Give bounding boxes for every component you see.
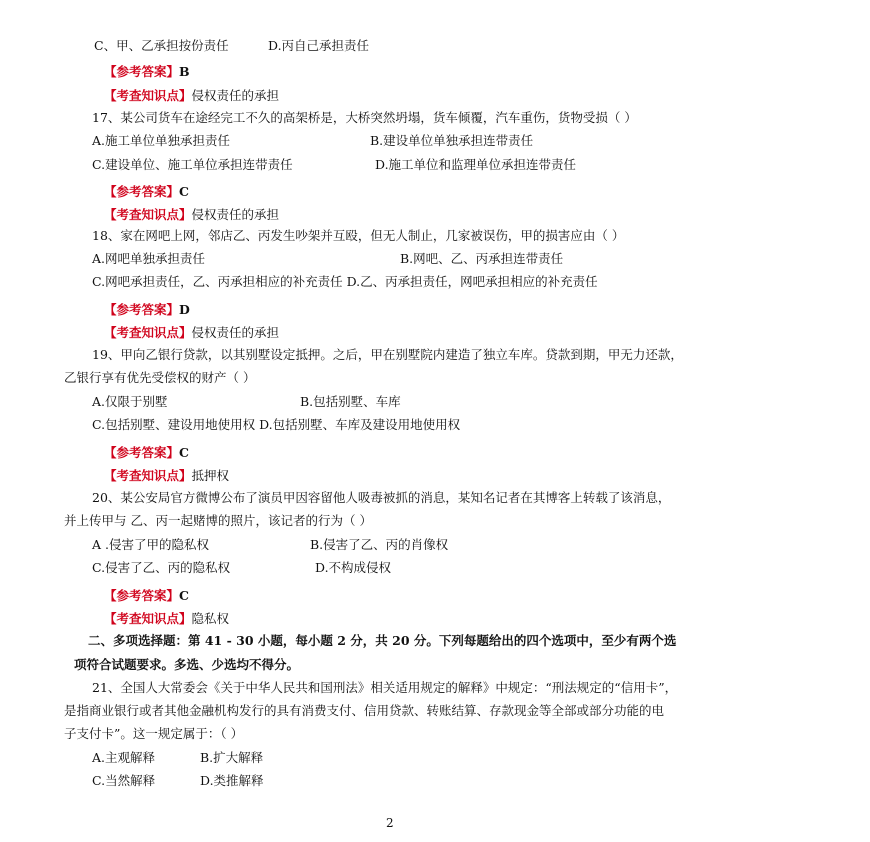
q21-option-d: D.类推解释 <box>200 773 264 788</box>
q17-text: 17、某公司货车在途经完工不久的高架桥是，大桥突然坍塌，货车倾覆，汽车重伤，货物受损（ ） <box>92 110 637 125</box>
q16-knowledge: 【考查知识点】侵权责任的承担 <box>104 88 280 103</box>
q21-option-c: C.当然解释 <box>92 773 156 788</box>
q21-text-line2: 是指商业银行或者其他金融机构发行的具有消费支付、信用贷款、转账结算、存款现金等全部或部分功能的电 <box>64 703 665 718</box>
q19-knowledge: 【考查知识点】抵押权 <box>104 468 230 483</box>
q20-answer: 【参考答案】C <box>104 588 189 603</box>
q18-text: 18、家在网吧上网，邻店乙、丙发生吵架并互殴，但无人制止，几家被误伤，甲的损害应由（ ） <box>92 228 625 243</box>
q20-text-line1: 20、某公安局官方微博公布了演员甲因容留他人吸毒被抓的消息，某知名记者在其博客上转载了该消息， <box>92 490 671 505</box>
q17-answer: 【参考答案】C <box>104 184 189 199</box>
q18-option-b: B.网吧、乙、丙承担连带责任 <box>400 251 564 266</box>
section2-heading-line1: 二、多项选择题：第 41 - 30 小题，每小题 2 分，共 20 分。下列每题给出的四个选项中，至少有两个选 <box>88 633 677 648</box>
q21-text-line3: 子支付卡”。这一规定属于：（ ） <box>64 726 244 741</box>
q19-answer: 【参考答案】C <box>104 445 189 460</box>
q20-option-d: D.不构成侵权 <box>315 560 392 575</box>
q21-option-b: B.扩大解释 <box>200 750 264 765</box>
q17-knowledge: 【考查知识点】侵权责任的承担 <box>104 207 280 222</box>
q19-text-line1: 19、甲向乙银行贷款，以其别墅设定抵押。之后，甲在别墅院内建造了独立车库。贷款到期，甲无力还款， <box>92 347 683 362</box>
q20-text-line2: 并上传甲与 乙、丙一起赌博的照片，该记者的行为（ ） <box>64 513 372 528</box>
q19-option-a: A.仅限于别墅 <box>92 394 168 409</box>
section2-heading-line2: 项符合试题要求。多选、少选均不得分。 <box>74 657 300 672</box>
q18-knowledge: 【考查知识点】侵权责任的承担 <box>104 325 280 340</box>
q16-option-c: C、甲、乙承担按份责任 <box>94 38 229 53</box>
q16-option-d: D.丙自己承担责任 <box>268 38 370 53</box>
q20-option-c: C.侵害了乙、丙的隐私权 <box>92 560 231 575</box>
q20-option-b: B.侵害了乙、丙的肖像权 <box>310 537 449 552</box>
q20-knowledge: 【考查知识点】隐私权 <box>104 611 230 626</box>
q18-option-a: A.网吧单独承担责任 <box>92 251 206 266</box>
q17-option-c: C.建设单位、施工单位承担连带责任 <box>92 157 293 172</box>
q17-option-a: A.施工单位单独承担责任 <box>92 133 231 148</box>
page-number: 2 <box>386 816 394 830</box>
q21-text-line1: 21、全国人大常委会《关于中华人民共和国刑法》相关适用规定的解释》中规定：“刑法规定的“信用卡”， <box>92 680 678 695</box>
q18-options-cd: C.网吧承担责任，乙、丙承担相应的补充责任 D.乙、丙承担责任，网吧承担相应的补充责任 <box>92 274 598 289</box>
q20-option-a: A .侵害了甲的隐私权 <box>92 537 209 552</box>
q19-options-cd: C.包括别墅、建设用地使用权 D.包括别墅、车库及建设用地使用权 <box>92 417 461 432</box>
q21-option-a: A.主观解释 <box>92 750 156 765</box>
q16-answer: 【参考答案】B <box>104 64 190 79</box>
q19-text-line2: 乙银行享有优先受偿权的财产（ ） <box>64 370 256 385</box>
q19-option-b: B.包括别墅、车库 <box>300 394 401 409</box>
q17-option-b: B.建设单位单独承担连带责任 <box>370 133 534 148</box>
q17-option-d: D.施工单位和监理单位承担连带责任 <box>375 157 577 172</box>
q18-answer: 【参考答案】D <box>104 302 190 317</box>
